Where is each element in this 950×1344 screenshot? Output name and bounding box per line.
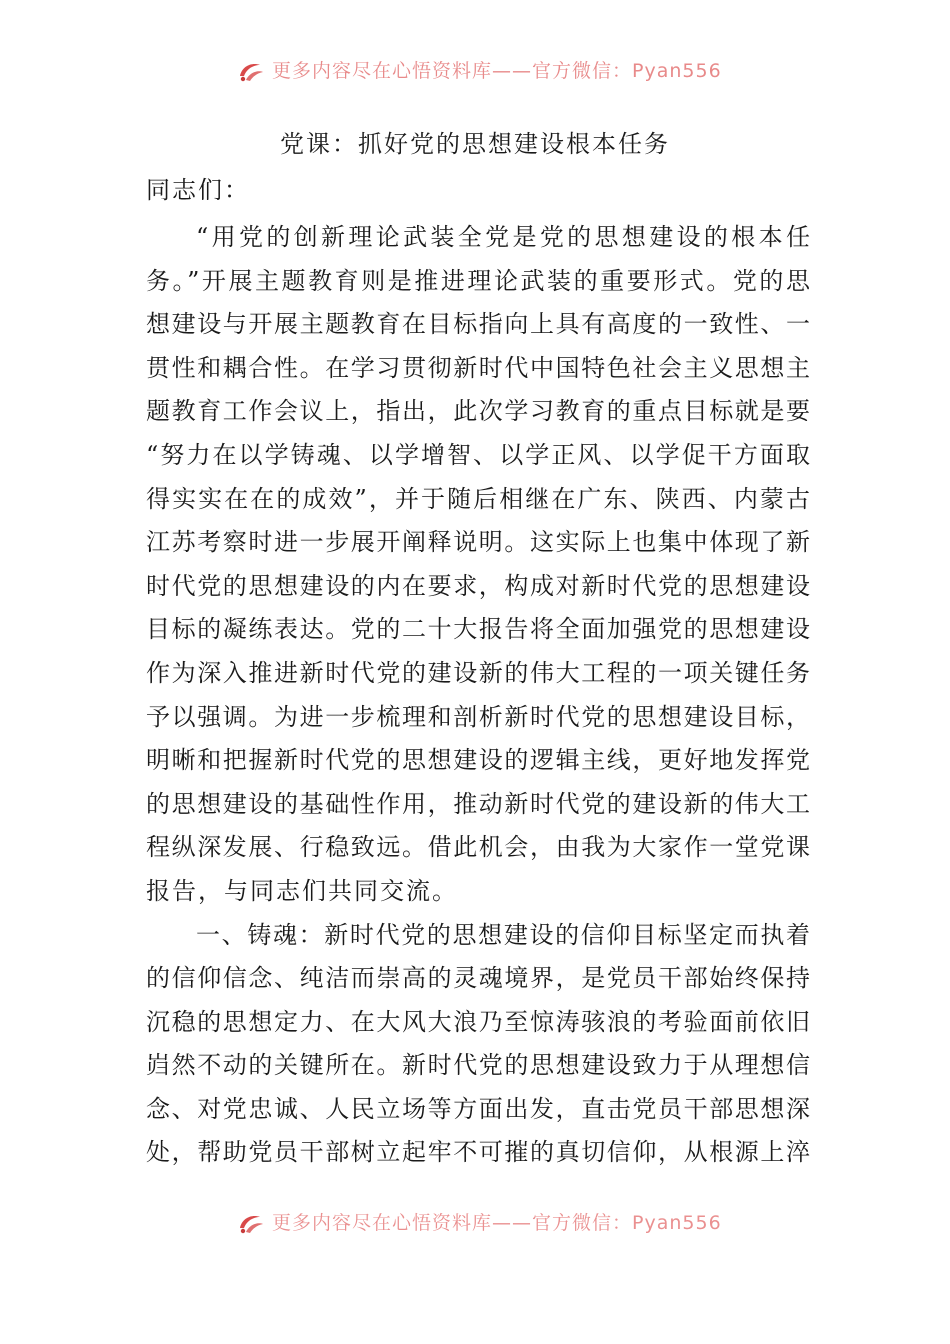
body-line: 想建设与开展主题教育在目标指向上具有高度的一致性、一 [146, 310, 810, 339]
body-line: 务。”开展主题教育则是推进理论武装的重要形式。党的思 [146, 266, 810, 295]
body-line: 题教育工作会议上，指出，此次学习教育的重点目标就是要 [146, 397, 810, 426]
body-line: 的思想建设的基础性作用，推动新时代党的建设新的伟大工 [146, 789, 810, 818]
body-line: 明晰和把握新时代党的思想建设的逻辑主线，更好地发挥党 [146, 746, 810, 775]
document-title: 党课：抓好党的思想建设根本任务 [280, 130, 670, 158]
body-line: 时代党的思想建设的内在要求，构成对新时代党的思想建设 [146, 571, 810, 600]
body-line: 目标的凝练表达。党的二十大报告将全面加强党的思想建设 [146, 615, 810, 644]
footer-banner-text: 更多内容尽在心悟资料库——官方微信：Pyan556 [272, 1212, 722, 1234]
body-line: 处，帮助党员干部树立起牢不可摧的真切信仰，从根源上淬 [146, 1138, 810, 1167]
header-banner-text: 更多内容尽在心悟资料库——官方微信：Pyan556 [272, 60, 722, 82]
body-line: 念、对党忠诚、人民立场等方面出发，直击党员干部思想深 [146, 1094, 810, 1123]
body-line: 报告，与同志们共同交流。 [146, 876, 458, 905]
xinwu-logo-icon [236, 1210, 266, 1236]
body-line: 贯性和耦合性。在学习贯彻新时代中国特色社会主义思想主 [146, 353, 810, 382]
header-banner [0, 52, 950, 92]
footer-banner-content [236, 1210, 722, 1236]
section-heading-line: 一、铸魂：新时代党的思想建设的信仰目标坚定而执着 [196, 920, 810, 949]
body-line: 予以强调。为进一步梳理和剖析新时代党的思想建设目标， [146, 702, 810, 731]
body-line: 作为深入推进新时代党的建设新的伟大工程的一项关键任务 [146, 658, 810, 687]
body-line: “努力在以学铸魂、以学增智、以学正风、以学促干方面取 [146, 440, 810, 469]
body-line: “用党的创新理论武装全党是党的思想建设的根本任 [196, 223, 810, 251]
footer-banner [0, 1204, 950, 1244]
body-line: 江苏考察时进一步展开阐释说明。这实际上也集中体现了新 [146, 528, 810, 557]
body-line: 得实实在在的成效”，并于随后相继在广东、陕西、内蒙古 [146, 484, 810, 513]
body-line: 程纵深发展、行稳致远。借此机会，由我为大家作一堂党课 [146, 833, 810, 862]
body-line: 的信仰信念、纯洁而崇高的灵魂境界，是党员干部始终保持 [146, 964, 810, 993]
body-line: 沉稳的思想定力、在大风大浪乃至惊涛骇浪的考验面前依旧 [146, 1007, 810, 1036]
header-banner-content [236, 58, 722, 84]
body-line: 岿然不动的关键所在。新时代党的思想建设致力于从理想信 [146, 1051, 810, 1080]
xinwu-logo-icon [236, 58, 266, 84]
salutation: 同志们： [146, 176, 250, 204]
document-body [146, 216, 810, 1175]
